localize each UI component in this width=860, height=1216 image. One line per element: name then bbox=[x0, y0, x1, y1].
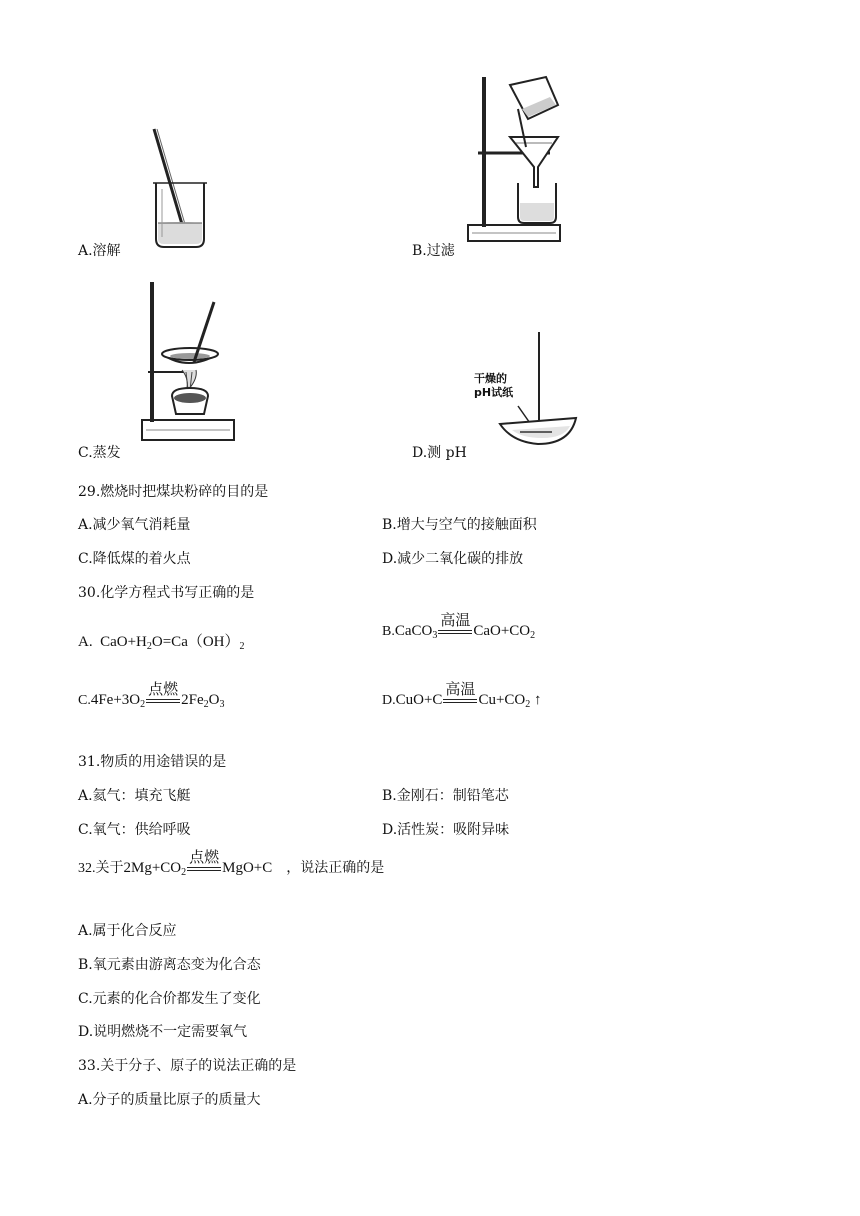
q32-option-c: C.元素的化合价都发生了变化 bbox=[78, 991, 261, 1007]
q31-option-c: C.氧气：供给呼吸 bbox=[78, 822, 191, 838]
q30-d-condition-text: 高温 bbox=[445, 682, 476, 698]
q32-stem: 32.关于 $2Mg+CO_2$ 点燃 MgO+C ，说法正确的是 bbox=[78, 850, 385, 878]
q32-condition bbox=[187, 850, 221, 876]
q33-stem: 33.关于分子、原子的说法正确的是 bbox=[78, 1058, 297, 1074]
q30-b-condition bbox=[438, 613, 472, 639]
q30-option-a-equation: $CaO+H_2O=Ca(OH)_2$ bbox=[100, 634, 245, 652]
q31-option-a: A.氦气：填充飞艇 bbox=[78, 788, 191, 804]
q30-stem: 30.化学方程式书写正确的是 bbox=[78, 585, 255, 601]
q32-option-a: A.属于化合反应 bbox=[78, 923, 177, 939]
q32-condition-text: 点燃 bbox=[189, 850, 220, 866]
q30-option-a bbox=[78, 630, 245, 651]
q31-stem: 31.物质的用途错误的是 bbox=[78, 754, 227, 770]
figure-d-label: D.测 pH bbox=[412, 445, 467, 461]
q32-stem-prefix: 32.关于 bbox=[78, 861, 124, 876]
filtration-apparatus-figure bbox=[460, 75, 570, 255]
figure-c-label: C.蒸发 bbox=[78, 445, 121, 461]
q29-option-c: C.降低煤的着火点 bbox=[78, 551, 191, 567]
q30-option-b-letter: B. bbox=[382, 624, 395, 639]
figure-a-label: A.溶解 bbox=[78, 243, 121, 259]
q29-option-d: D.减少二氧化碳的排放 bbox=[382, 551, 524, 567]
evaporation-apparatus-figure bbox=[138, 280, 238, 450]
q32-option-b: B.氧元素由游离态变为化合态 bbox=[78, 957, 261, 973]
q32-option-d: D.说明燃烧不一定需要氧气 bbox=[78, 1024, 248, 1040]
q30-c-condition-text: 点燃 bbox=[148, 682, 179, 698]
q29-stem: 29.燃烧时把煤块粉碎的目的是 bbox=[78, 484, 269, 500]
dry-ph-paper-label-line2: pH试纸 bbox=[474, 386, 514, 399]
ph-test-figure bbox=[472, 330, 582, 450]
q32-stem-suffix: ，说法正确的是 bbox=[286, 861, 385, 876]
q30-option-c-letter: C. bbox=[78, 693, 91, 708]
q30-d-condition bbox=[443, 682, 477, 708]
q30-option-a-letter: A. bbox=[78, 634, 93, 650]
q29-option-a: A.减少氧气消耗量 bbox=[78, 517, 191, 533]
dry-ph-paper-label-line1: 干燥的 bbox=[474, 372, 507, 385]
dissolve-beaker-figure bbox=[148, 125, 208, 250]
q30-c-condition bbox=[146, 682, 180, 708]
q30-option-d-letter: D. bbox=[382, 693, 396, 708]
q30-b-condition-text: 高温 bbox=[440, 613, 471, 629]
q33-option-a: A.分子的质量比原子的质量大 bbox=[78, 1092, 261, 1108]
q30-option-c: C. $4Fe+3O_2$ 点燃 $2Fe_2O_3$ bbox=[78, 682, 225, 710]
q30-option-d: D. CuO+C 高温 $Cu+CO_2$ ↑ bbox=[382, 682, 542, 710]
q30-option-b: B. CaCO$_3$ 高温 $CaO+CO_2$ bbox=[382, 613, 536, 641]
q31-option-d: D.活性炭：吸附异味 bbox=[382, 822, 510, 838]
q31-option-b: B.金刚石：制铅笔芯 bbox=[382, 788, 509, 804]
figure-b-label: B.过滤 bbox=[412, 243, 455, 259]
q29-option-b: B.增大与空气的接触面积 bbox=[382, 517, 537, 533]
